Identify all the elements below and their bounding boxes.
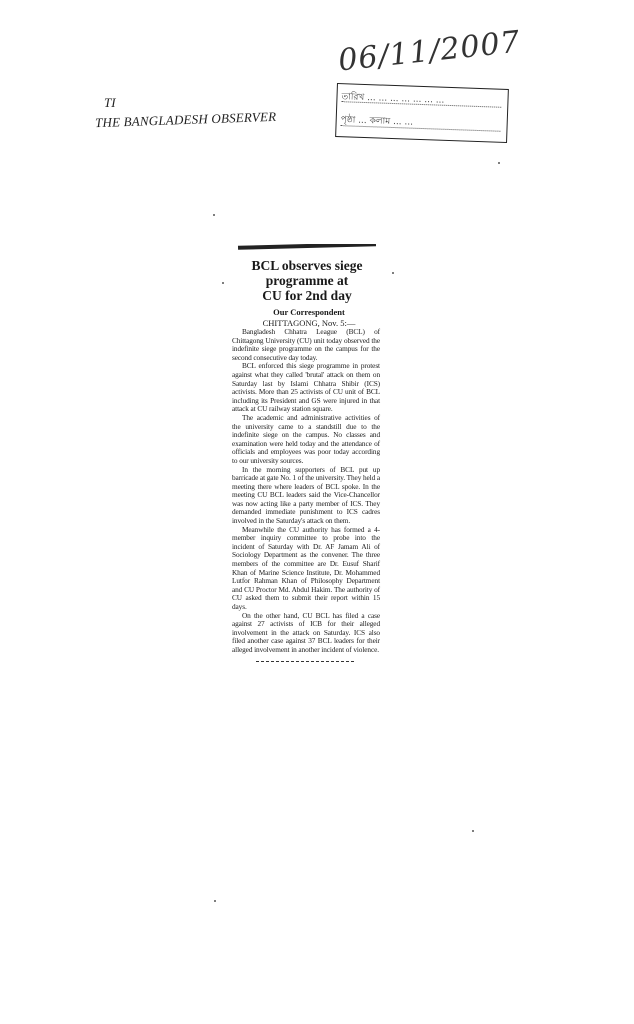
article-paragraph: In the morning supporters of BCL put up barricade at gate No. 1 of the university. They held a meeting there where leaders of BCL spoke. In the meeting CU BCL leaders said the Vice-Chancellor was now acting like a party member of ICS. They demanded immediate punishment to ICS cadres involved in the Saturday's attack on them.	[232, 464, 380, 526]
headline-line: CU for 2nd day	[262, 288, 352, 303]
headline	[234, 258, 380, 303]
news-clipping	[226, 244, 384, 908]
article-paragraph: Meanwhile the CU authority has formed a 4-member inquiry committee to probe into the incident of Saturday with Dr. AF Jamam Ali of Sociology Department as the convener. The three members of the committee are Dr. Eusuf Sharif Khan of Marine Science Institute, Dr. Mohammed Lutfor Rahman Khan of Philosophy Department and CU Proctor Md. Abdul Hakim. The authority of CU asked them to submit their report within 15 days.	[232, 524, 380, 611]
article-paragraph: BCL enforced this siege programme in protest against what they called 'brutal' attack on them on Saturday last by Islami Chhatra Shibir (ICS) activists. More than 25 activists of CU unit of BCL including its President and GS were injured in that attack at CU railway station square.	[232, 361, 380, 414]
byline: Our Correspondent	[273, 307, 345, 317]
date-stamp	[335, 83, 509, 143]
dateline: CHITTAGONG, Nov. 5:—	[262, 318, 356, 328]
scan-speck	[214, 900, 216, 902]
publication-name: THE BANGLADESH OBSERVER	[94, 108, 277, 131]
scan-speck	[472, 830, 474, 832]
scan-speck	[213, 214, 215, 216]
scan-speck	[392, 272, 394, 274]
article-paragraph: The academic and administrative activities of the university came to a standstill due to the indefinite siege on the campus. No classes and examination were held today and the attendance of officials and employees was poor today according to our university sources.	[232, 412, 380, 465]
article-paragraph: Bangladesh Chhatra League (BCL) of Chittagong University (CU) unit today observed the indefinite siege programme on the campus for the second consecutive day today.	[232, 327, 380, 362]
article-body	[232, 328, 380, 655]
headline-line: programme at	[265, 273, 349, 288]
scan-speck	[222, 282, 224, 284]
stamp-page-line: পৃষ্ঠা ... কলাম ... ...	[340, 115, 414, 128]
stamp-date-line: তারিখ ... ... ... ... ... ... ...	[341, 92, 445, 106]
headline-line: BCL observes siege	[251, 258, 363, 273]
publication-prefix: TI	[104, 95, 116, 110]
clipping-top-rule	[238, 244, 376, 250]
clipping-bottom-rule	[256, 661, 354, 662]
scan-speck	[498, 162, 500, 164]
handwritten-date: 06/11/2007	[336, 24, 523, 79]
article-paragraph: On the other hand, CU BCL has filed a case against 27 activists of ICB for their alleged involvement in the attack on Saturday. ICS also filed another case against 37 BCL leaders for their alleged involvement in another incident of violence.	[232, 610, 380, 654]
